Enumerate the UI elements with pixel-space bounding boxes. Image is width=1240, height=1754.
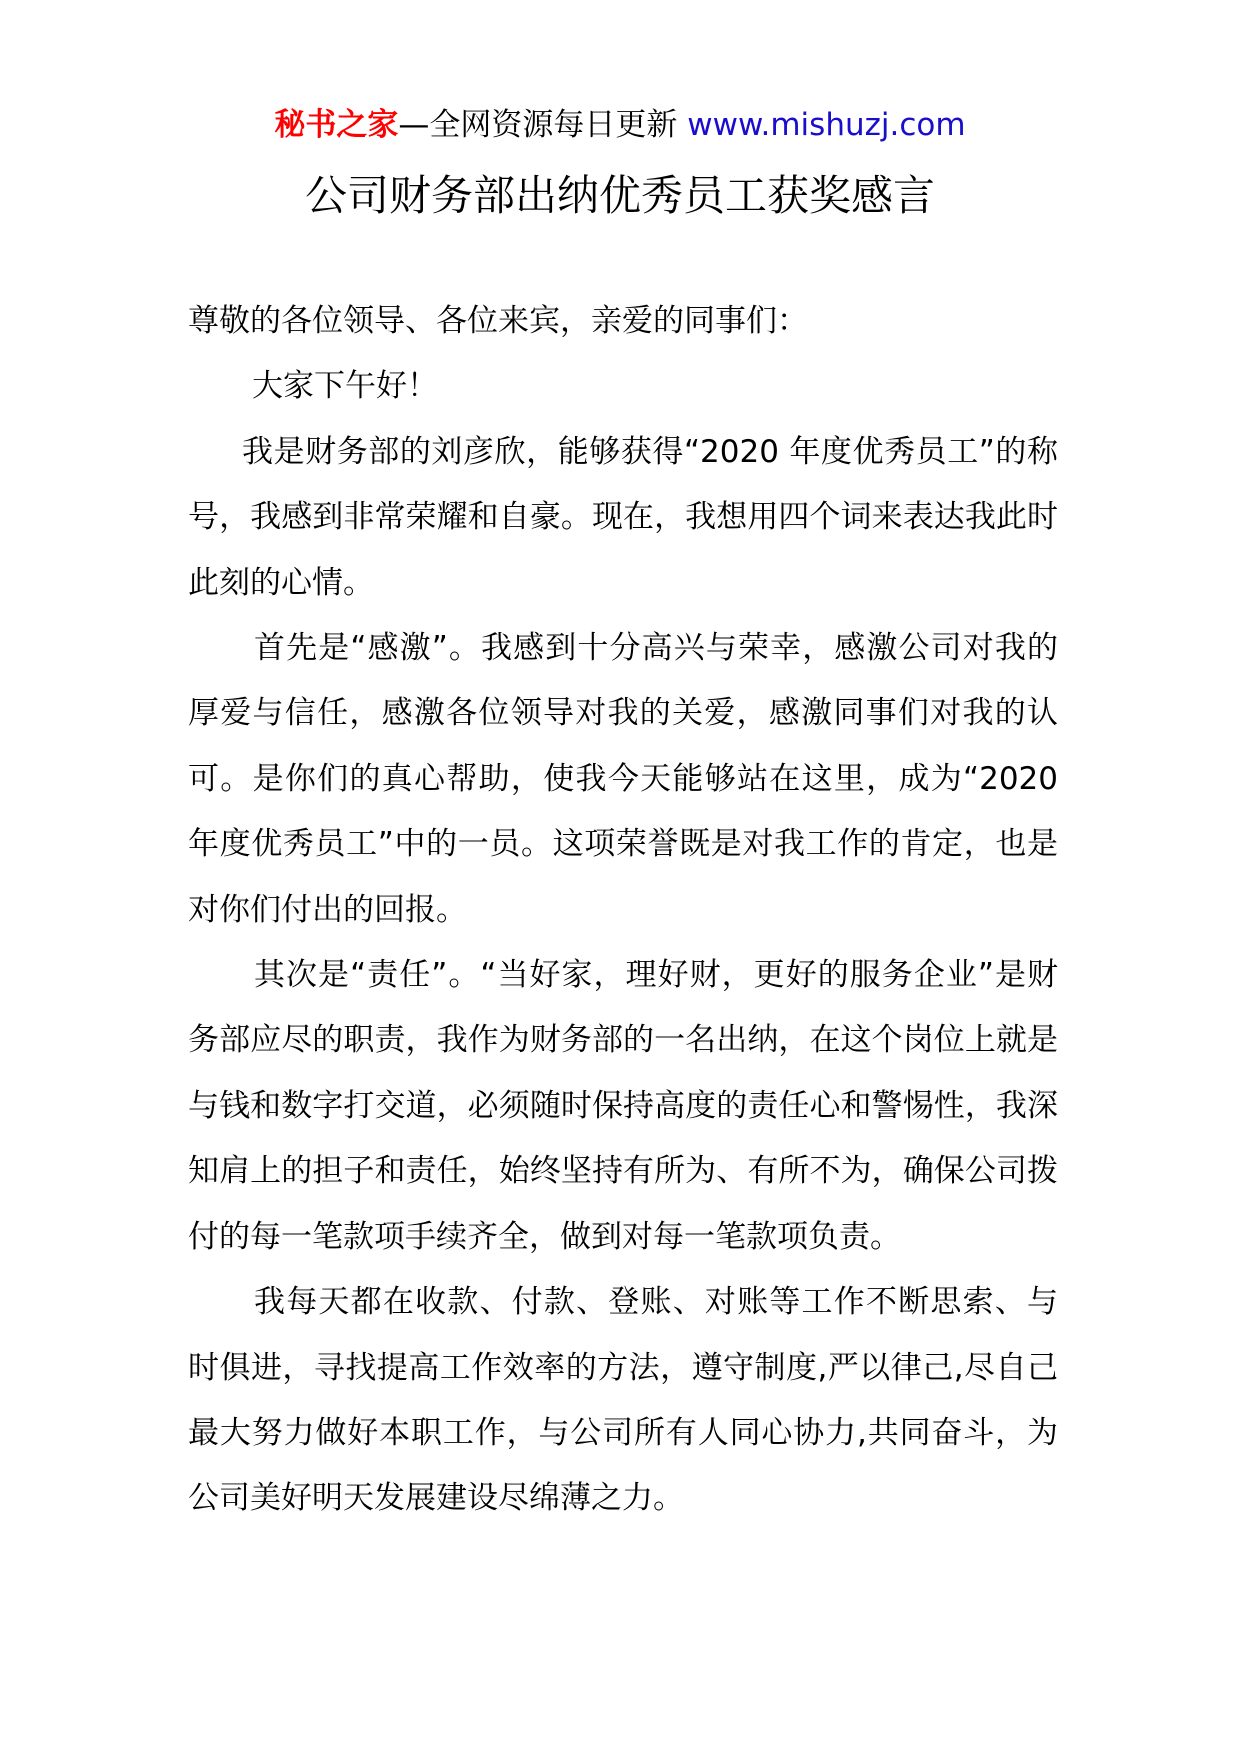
site-url-link[interactable]: www.mishuzj.com	[687, 107, 966, 143]
header-slogan: —全网资源每日更新	[398, 107, 688, 143]
site-header	[0, 100, 1240, 150]
paragraph: 其次是“责任”。“当好家，理好财，更好的服务企业”是财务部应尽的职责，我作为财务部的一名出纳，在这个岗位上就是与钱和数字打交道，必须随时保持高度的责任心和警惕性，我深知肩上的担子和责任，始终坚持有所为、有所不为，确保公司拨付的每一笔款项手续齐全，做到对每一笔款项负责。	[188, 957, 1058, 1255]
greeting: 大家下午好！	[252, 368, 438, 405]
paragraph: 首先是“感激”。我感到十分高兴与荣幸，感激公司对我的厚爱与信任，感激各位领导对我的关爱，感激同事们对我的认可。是你们的真心帮助，使我今天能够站在这里，成为“2020 年度优秀员工”中的一员。这项荣誉既是对我工作的肯定，也是对你们付出的回报。	[188, 630, 1058, 928]
document-body	[188, 289, 1058, 1532]
document-title: 公司财务部出纳优秀员工获奖感言	[304, 171, 935, 220]
paragraph: 我每天都在收款、付款、登账、对账等工作不断思索、与时俱进，寻找提高工作效率的方法，遵守制度,严以律己,尽自己最大努力做好本职工作，与公司所有人同心协力,共同奋斗，为公司美好明天发展建设尽绵薄之力。	[188, 1284, 1058, 1517]
paragraph: 我是财务部的刘彦欣，能够获得“2020 年度优秀员工”的称号，我感到非常荣耀和自豪。现在，我想用四个词来表达我此时此刻的心情。	[188, 433, 1058, 601]
salutation: 尊敬的各位领导、各位来宾，亲爱的同事们：	[188, 303, 808, 339]
brand-name: 秘书之家	[274, 107, 399, 143]
